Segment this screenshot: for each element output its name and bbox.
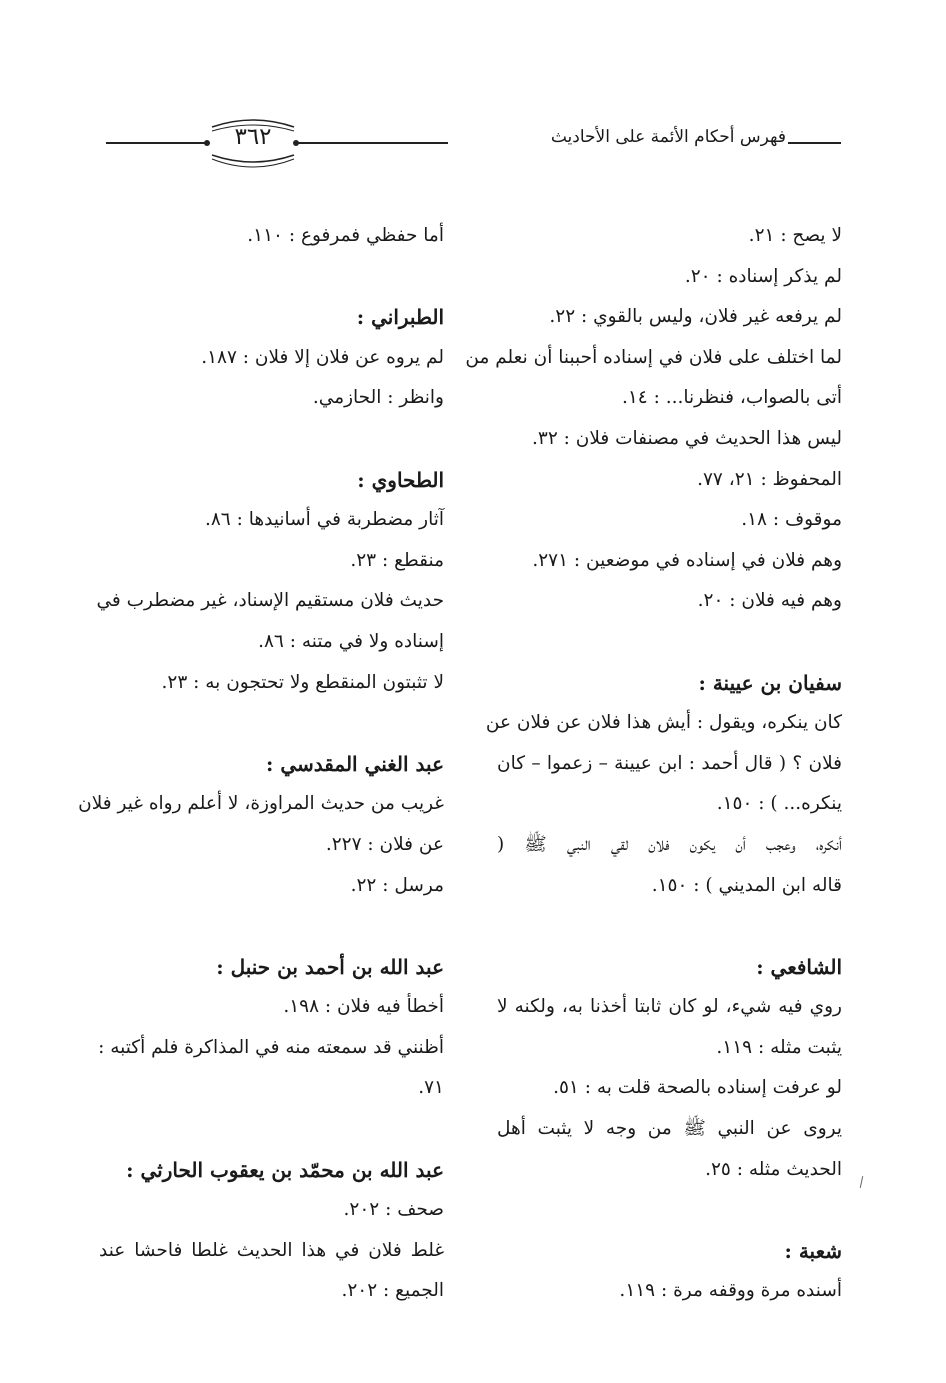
entry-heading: شعبة :	[784, 1238, 842, 1263]
index-entry	[485, 663, 842, 907]
entry-line: حديث فلان مستقيم الإسناد، غير مضطرب في	[96, 590, 444, 612]
entry-line: لو عرفت إسناده بالصحة قلت به : ٥١.	[553, 1077, 842, 1099]
entry-heading: عبد الغني المقدسي :	[266, 751, 444, 776]
entry-line: آثار مضطربة في أسانيدها : ٨٦.	[204, 509, 444, 531]
entry-line: لم يذكر إسناده : ٢٠.	[684, 265, 842, 287]
entry-line: صحف : ٢٠٢.	[343, 1199, 444, 1221]
entry-line: غريب من حديث المراوزة، لا أعلم رواه غير فلان	[78, 793, 444, 815]
index-entry	[99, 216, 444, 257]
entry-line: ينكره... ) : ١٥٠.	[716, 793, 842, 815]
running-header	[0, 0, 946, 190]
entry-line: عن فلان : ٢٢٧.	[325, 833, 444, 855]
entry-heading: الطبراني :	[356, 305, 444, 330]
entry-line: وهم فيه فلان : ٢٠.	[697, 590, 842, 612]
entry-line: الحديث مثله : ٢٥.	[705, 1158, 842, 1180]
entry-line: روي فيه شيء، لو كان ثابتا أخذنا به، ولكنه لا	[497, 996, 842, 1018]
index-entry	[99, 947, 444, 1109]
entry-line: موقوف : ١٨.	[741, 509, 842, 531]
entry-line: وانظر : الحازمي.	[312, 387, 444, 409]
entry-heading: عبد الله بن أحمد بن حنبل :	[216, 954, 444, 979]
entry-line: غلط فلان في هذا الحديث غلطا فاحشا عند	[99, 1239, 444, 1261]
margin-mark	[860, 1176, 863, 1188]
index-entry	[465, 216, 842, 622]
index-entry	[96, 460, 444, 704]
entry-line: الجميع : ٢٠٢.	[341, 1280, 444, 1302]
entry-line: ٧١.	[418, 1077, 444, 1099]
entry-line: فلان ؟ ( قال أحمد : ابن عيينة – زعموا – كان	[497, 752, 842, 774]
index-entry	[497, 947, 842, 1191]
entry-line: يثبت مثله : ١١٩.	[716, 1036, 842, 1058]
entry-line: قاله ابن المديني ) : ١٥٠.	[651, 874, 842, 896]
entry-line: يروى عن النبي ﷺ من وجه لا يثبت أهل	[497, 1118, 842, 1140]
entry-heading: عبد الله بن محمّد بن يعقوب الحارثي :	[126, 1157, 444, 1182]
entry-line: منقطع : ٢٣.	[350, 549, 444, 571]
entry-line: أتى بالصواب، فنظرنا... : ١٤.	[621, 387, 842, 409]
index-entry	[99, 297, 444, 419]
index-entry	[78, 744, 444, 906]
page-number: ٣٦٢	[234, 124, 272, 150]
entry-heading: سفيان بن عيينة :	[698, 670, 842, 695]
entry-line: لا تثبتون المنقطع ولا تحتجون به : ٢٣.	[161, 671, 444, 693]
index-entry	[497, 1231, 842, 1312]
header-ornament	[0, 0, 946, 190]
entry-line: المحفوظ : ٢١، ٧٧.	[697, 468, 842, 490]
entry-line: أنكره، وعجب أن يكون فلان لقي النبي ﷺ (	[497, 833, 842, 855]
entry-heading: الشافعي :	[756, 954, 842, 979]
entry-line: أخطأ فيه فلان : ١٩٨.	[283, 996, 444, 1018]
entry-line: ليس هذا الحديث في مصنفات فلان : ٣٢.	[532, 427, 842, 449]
entry-line: مرسل : ٢٢.	[350, 874, 444, 896]
entry-line: أسنده مرة ووقفه مرة : ١١٩.	[619, 1280, 842, 1302]
entry-line: أما حفظي فمرفوع : ١١٠.	[247, 225, 444, 246]
entry-line: إسناده ولا في متنه : ٨٦.	[258, 630, 444, 652]
running-title: فهرس أحكام الأئمة على الأحاديث	[550, 127, 786, 147]
entry-line: كان ينكره، ويقول : أيش هذا فلان عن فلان عن	[485, 712, 842, 734]
entry-line: لم يرفعه غير فلان، وليس بالقوي : ٢٢.	[549, 306, 842, 328]
entry-line: أظنني قد سمعته منه في المذاكرة فلم أكتبه :	[98, 1036, 444, 1058]
right-column	[465, 216, 842, 1312]
entry-line: لما اختلف على فلان في إسناده أحببنا أن نعلم من	[465, 346, 842, 368]
index-entry	[99, 1150, 444, 1312]
entry-line: لم يروه عن فلان إلا فلان : ١٨٧.	[201, 346, 444, 368]
left-column	[78, 216, 444, 1312]
entry-line: وهم فلان في إسناده في موضعين : ٢٧١.	[532, 549, 842, 571]
entry-heading: الطحاوي :	[357, 467, 444, 492]
entry-line: لا يصح : ٢١.	[748, 225, 842, 246]
